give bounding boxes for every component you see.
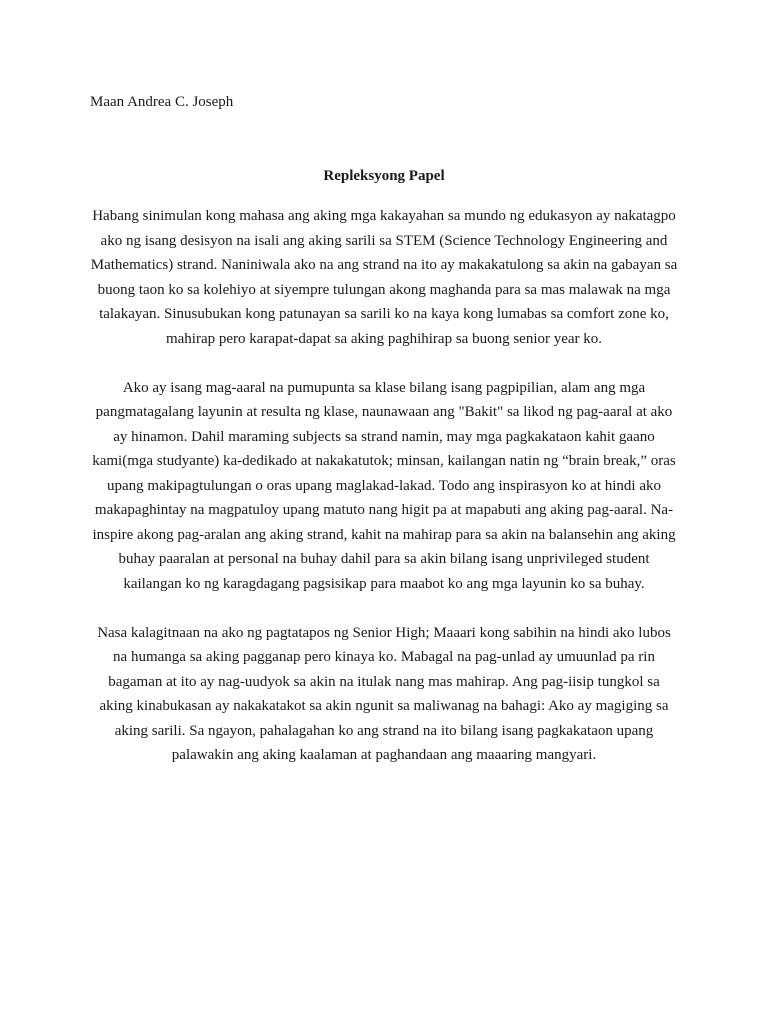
author-name: Maan Andrea C. Joseph (90, 94, 234, 110)
document-body (90, 204, 678, 792)
paragraph-1: Habang sinimulan kong mahasa ang aking mga kakayahan sa mundo ng edukasyon ay nakatagpo ako ng isang desisyon na isali ang aking sarili sa STEM (Science Technology Engineering and Mathematics) strand. Naniniwala ako na ang strand na ito ay makakatulong sa akin na gabayan sa buong taon ko sa kolehiyo at siyempre tulungan akong maghanda para sa mas malawak na mga talakayan. Sinusubukan kong patunayan sa sarili ko na kaya kong lumabas sa comfort zone ko, mahirap pero karapat-dapat sa aking paghihirap sa buong senior year ko. (90, 208, 678, 347)
paragraph-3: Nasa kalagitnaan na ako ng pagtatapos ng Senior High; Maaari kong sabihin na hindi ako lubos na humanga sa aking pagganap pero kinaya ko. Mabagal na pag-unlad ay umuunlad pa rin bagaman at ito ay nag-uudyok sa akin na itulak nang mas mahirap. Ang pag-iisip tungkol sa aking kinabukasan ay nakakatakot sa akin ngunit sa maliwanag na bahagi: Ako ay magiging sa aking sarili. Sa ngayon, pahalagahan ko ang strand na ito bilang isang pagkakataon upang palawakin ang aking kaalaman at paghandaan ang maaaring mangyari. (97, 624, 671, 763)
paragraph-2: Ako ay isang mag-aaral na pumupunta sa klase bilang isang pagpipilian, alam ang mga pangmatagalang layunin at resulta ng klase, naunawaan ang "Bakit" sa likod ng pag-aaral at ako ay hinamon. Dahil maraming subjects sa strand namin, may mga pagkakataon kahit gaano kami(mga studyante) ka-dedikado at nakakatutok; minsan, kailangan natin ng “brain break,” oras upang makipagtulungan o oras upang maglakad-lakad. Todo ang inspirasyon ko at hindi ako makapaghintay na magpatuloy upang matuto nang higit pa at mapabuti ang aking pag-aaral. Na-inspire akong pag-aralan ang aking strand, kahit na mahirap para sa akin na balansehin ang aking buhay paaralan at personal na buhay dahil para sa akin bilang isang unprivileged student kailangan ko ng karagdagang pagsisikap para maabot ko ang mga layunin ko sa buhay. (92, 379, 676, 592)
document-title: Repleksyong Papel (323, 168, 445, 184)
